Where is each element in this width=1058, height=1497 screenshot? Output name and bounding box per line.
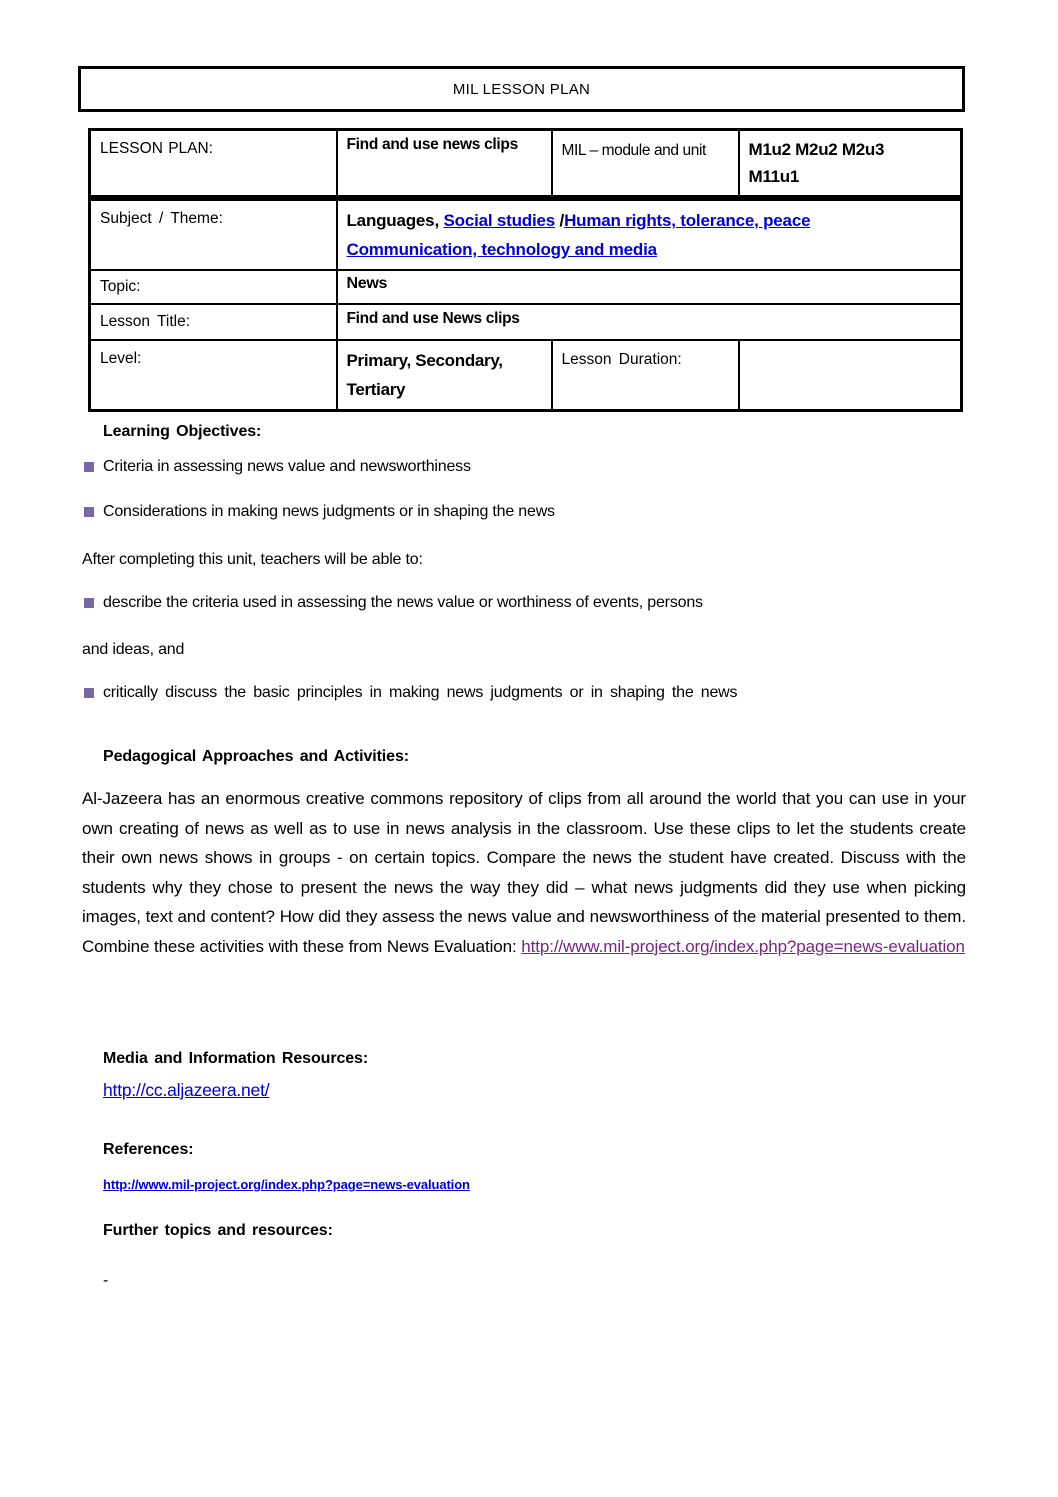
lesson-title-value: Find and use News clips xyxy=(346,310,520,327)
objectives-continuation-text: and ideas, and xyxy=(82,641,185,658)
further-topics-heading: Further topics and resources: xyxy=(103,1222,333,1239)
learning-objectives-heading: Learning Objectives: xyxy=(103,423,262,440)
lesson-title-label-cell xyxy=(90,304,337,340)
mil-module-label-cell xyxy=(552,130,739,197)
lesson-plan-table xyxy=(88,128,963,198)
duration-value-cell xyxy=(739,340,962,411)
objectives-intro-text: After completing this unit, teachers will be able to: xyxy=(82,551,423,568)
aljazeera-link[interactable]: http://cc.aljazeera.net/ xyxy=(103,1080,270,1100)
lesson-plan-label-cell xyxy=(90,130,337,197)
pedagogy-body-text: Al-Jazeera has an enormous creative commons repository of clips from all around the world that you can use in your own creating of news as well as to use in news analysis in the classroom. Use these clips to let the students create their own news shows in groups - on certain topics. Compare the news the student have created. Discuss with the students why they chose to present the news the way they did – what news judgments did they use when picking images, text and content? How did they assess the news value and newsworthiness of the material presented to them. Combine these activities with these from News Evaluation: xyxy=(82,789,966,956)
mil-module-label: MIL – module and unit xyxy=(561,142,706,159)
subject-link-line2: Communication, technology and media xyxy=(346,240,657,259)
subject-separator: / xyxy=(555,211,565,230)
document-title-box xyxy=(78,66,965,112)
subject-value-cell xyxy=(337,200,962,271)
objective-bullet-4: critically discuss the basic principles in making news judgments or in shaping the news xyxy=(103,684,738,701)
lesson-plan-name-cell xyxy=(337,130,552,197)
pedagogy-paragraph xyxy=(82,784,966,961)
subject-text: Languages, xyxy=(346,211,444,230)
objective-bullet-2: Considerations in making news judgments or in shaping the news xyxy=(103,503,555,520)
table-row xyxy=(90,200,962,271)
lesson-details-table xyxy=(88,198,963,412)
topic-label: Topic: xyxy=(100,278,141,295)
lesson-title-value-cell xyxy=(337,304,962,340)
topic-value: News xyxy=(346,275,388,292)
document-title: MIL LESSON PLAN xyxy=(452,80,591,98)
lesson-plan-name: Find and use news clips xyxy=(346,136,518,153)
subject-label: Subject / Theme: xyxy=(100,210,223,227)
bullet-square-icon xyxy=(84,462,94,472)
media-resources-heading: Media and Information Resources: xyxy=(103,1050,369,1067)
level-value: Primary, Secondary, Tertiary xyxy=(346,351,503,399)
level-label: Level: xyxy=(100,350,142,367)
subject-label-cell xyxy=(90,200,337,271)
further-topics-placeholder: - xyxy=(103,1272,109,1289)
references-heading: References: xyxy=(103,1141,194,1158)
mil-units-line1: M1u2 M2u2 M2u3 xyxy=(748,140,885,159)
table-row xyxy=(90,270,962,304)
pedagogy-heading: Pedagogical Approaches and Activities: xyxy=(103,748,409,765)
bullet-square-icon xyxy=(84,688,94,698)
table-row xyxy=(90,304,962,340)
mil-units-cell xyxy=(739,130,962,197)
lesson-plan-label: LESSON PLAN: xyxy=(100,140,213,157)
lesson-title-label: Lesson Title: xyxy=(100,313,191,330)
subject-link-social-studies[interactable]: Social studies xyxy=(443,211,556,230)
duration-label: Lesson Duration: xyxy=(561,351,682,368)
bullet-square-icon xyxy=(84,507,94,517)
objective-bullet-1: Criteria in assessing news value and newsworthiness xyxy=(103,458,471,475)
objective-bullet-3: describe the criteria used in assessing the news value or worthiness of events, persons xyxy=(103,594,703,611)
pedagogy-news-evaluation-link[interactable]: http://www.mil-project.org/index.php?page=news-evaluation xyxy=(521,936,965,956)
subject-link-line1: Human rights, tolerance, peace xyxy=(564,211,811,230)
topic-label-cell xyxy=(90,270,337,304)
mil-units-line2: M11u1 xyxy=(748,167,799,186)
bullet-square-icon xyxy=(84,598,94,608)
level-value-cell xyxy=(337,340,552,411)
duration-label-cell xyxy=(552,340,739,411)
level-label-cell xyxy=(90,340,337,411)
table-row xyxy=(90,340,962,411)
references-link[interactable]: http://www.mil-project.org/index.php?page=news-evaluation xyxy=(103,1177,470,1192)
topic-value-cell xyxy=(337,270,962,304)
table-row xyxy=(90,130,962,197)
